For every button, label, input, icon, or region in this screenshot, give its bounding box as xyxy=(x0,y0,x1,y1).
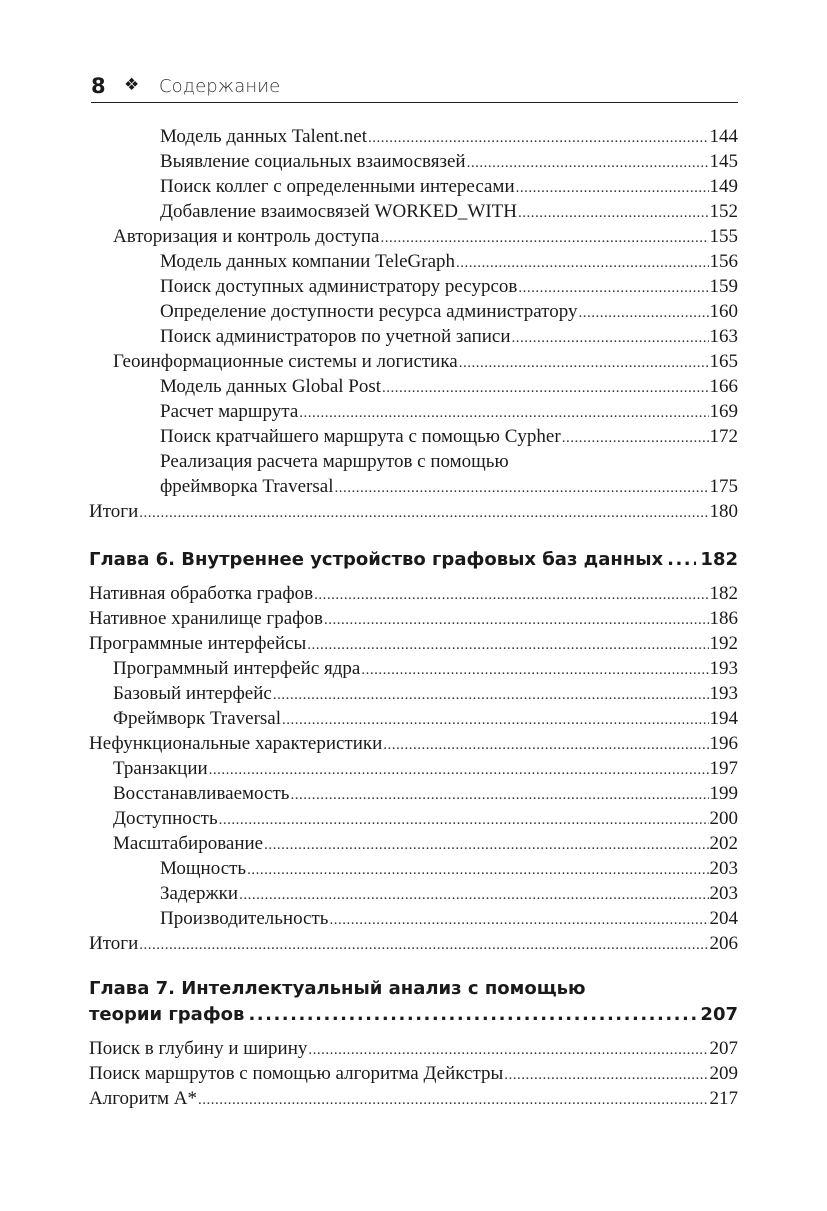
running-title: Содержание xyxy=(159,76,281,97)
leader-dots xyxy=(198,1088,709,1113)
toc-entry[interactable]: Авторизация и контроль доступа ..... 155 xyxy=(89,224,738,249)
toc-entry[interactable]: Производительность ..... 204 xyxy=(89,906,738,931)
leader-dots xyxy=(273,683,709,708)
page-number: 8 xyxy=(91,74,106,98)
leader-dots xyxy=(299,401,708,426)
toc-entry[interactable]: Масштабирование ..... 202 xyxy=(89,831,738,856)
toc-entry[interactable]: Транзакции ..... 197 xyxy=(89,756,738,781)
leader-dots xyxy=(264,833,708,858)
chapter-heading[interactable]: теории графов ..... 207 xyxy=(89,1002,738,1028)
toc-entry[interactable]: Нативное хранилище графов ..... 186 xyxy=(89,606,738,631)
toc-entry[interactable]: Выявление социальных взаимосвязей ..... 145 xyxy=(89,149,738,174)
toc-entry[interactable]: Доступность ..... 200 xyxy=(89,806,738,831)
leader-dots xyxy=(518,201,708,226)
leader-dots xyxy=(334,476,708,501)
toc-entry[interactable]: Программный интерфейс ядра ..... 193 xyxy=(89,656,738,681)
toc-entry[interactable]: Итоги ..... 206 xyxy=(89,931,738,956)
leader-dots xyxy=(139,933,708,958)
leader-dots xyxy=(383,733,708,758)
toc-entry[interactable]: Модель данных Talent.net ..... 144 xyxy=(89,124,738,149)
toc-entry[interactable]: Базовый интерфейс ..... 193 xyxy=(89,681,738,706)
toc-entry[interactable]: Поиск администраторов по учетной записи ..... 163 xyxy=(89,324,738,349)
toc-entry[interactable]: Модель данных компании TeleGraph ..... 156 xyxy=(89,249,738,274)
toc-entry[interactable]: Фреймворк Traversal ..... 194 xyxy=(89,706,738,731)
leader-dots xyxy=(368,126,709,151)
toc-entry[interactable]: Поиск коллег с определенными интересами ..... 149 xyxy=(89,174,738,199)
leader-dots xyxy=(308,1038,708,1063)
toc-entry[interactable]: Расчет маршрута ..... 169 xyxy=(89,399,738,424)
toc-entry[interactable]: Программные интерфейсы ..... 192 xyxy=(89,631,738,656)
toc-entry[interactable]: Восстанавливаемость ..... 199 xyxy=(89,781,738,806)
leader-dots xyxy=(247,858,708,883)
leader-dots xyxy=(578,301,708,326)
leader-dots xyxy=(248,1002,696,1028)
toc-entry-first-line[interactable]: Реализация расчета маршрутов с помощью xyxy=(160,451,509,472)
leader-dots xyxy=(459,351,709,376)
leader-dots xyxy=(667,547,696,573)
toc-entry[interactable]: Поиск кратчайшего маршрута с помощью Cypher ..... 172 xyxy=(89,424,738,449)
leader-dots xyxy=(380,226,708,251)
toc-entry[interactable]: Задержки ..... 203 xyxy=(89,881,738,906)
leader-dots xyxy=(516,176,709,201)
leader-dots xyxy=(562,426,709,451)
leader-dots xyxy=(307,633,708,658)
leader-dots xyxy=(518,276,708,301)
toc-entry[interactable]: Нативная обработка графов ..... 182 xyxy=(89,581,738,606)
toc-entry[interactable]: Нефункциональные характеристики ..... 196 xyxy=(89,731,738,756)
leader-dots xyxy=(361,658,708,683)
toc-entry[interactable]: Поиск доступных администратору ресурсов ..... 159 xyxy=(89,274,738,299)
toc-entry[interactable]: Поиск в глубину и ширину ..... 207 xyxy=(89,1036,738,1061)
leader-dots xyxy=(139,501,708,526)
leader-dots xyxy=(456,251,708,276)
toc-entry[interactable]: Итоги ..... 180 xyxy=(89,499,738,524)
toc-entry[interactable]: фреймворка Traversal ..... 175 xyxy=(89,474,738,499)
leader-dots xyxy=(324,608,709,633)
chapter-heading[interactable]: Глава 6. Внутреннее устройство графовых баз данных ..... 182 xyxy=(89,547,738,573)
leader-dots xyxy=(329,908,708,933)
leader-dots xyxy=(239,883,708,908)
leader-dots xyxy=(512,326,709,351)
toc-entry[interactable]: Мощность ..... 203 xyxy=(89,856,738,881)
toc-entry[interactable]: Алгоритм A* ..... 217 xyxy=(89,1086,738,1111)
leader-dots xyxy=(382,376,708,401)
running-header xyxy=(91,72,738,103)
leader-dots xyxy=(282,708,708,733)
leader-dots xyxy=(467,151,709,176)
table-of-contents xyxy=(89,124,738,1111)
toc-entry[interactable]: Поиск маршрутов с помощью алгоритма Дейкстры ..... 209 xyxy=(89,1061,738,1086)
ornament-icon: ❖ xyxy=(124,75,140,95)
toc-entry[interactable]: Определение доступности ресурса администратору ..... 160 xyxy=(89,299,738,324)
leader-dots xyxy=(219,808,709,833)
toc-entry[interactable]: Модель данных Global Post ..... 166 xyxy=(89,374,738,399)
chapter-heading-line1[interactable]: Глава 7. Интеллектуальный анализ с помощью xyxy=(89,978,586,999)
leader-dots xyxy=(290,783,708,808)
leader-dots xyxy=(314,583,708,608)
leader-dots xyxy=(209,758,709,783)
toc-entry[interactable]: Добавление взаимосвязей WORKED_WITH ..... 152 xyxy=(89,199,738,224)
toc-entry[interactable]: Геоинформационные системы и логистика ..... 165 xyxy=(89,349,738,374)
leader-dots xyxy=(504,1063,708,1088)
